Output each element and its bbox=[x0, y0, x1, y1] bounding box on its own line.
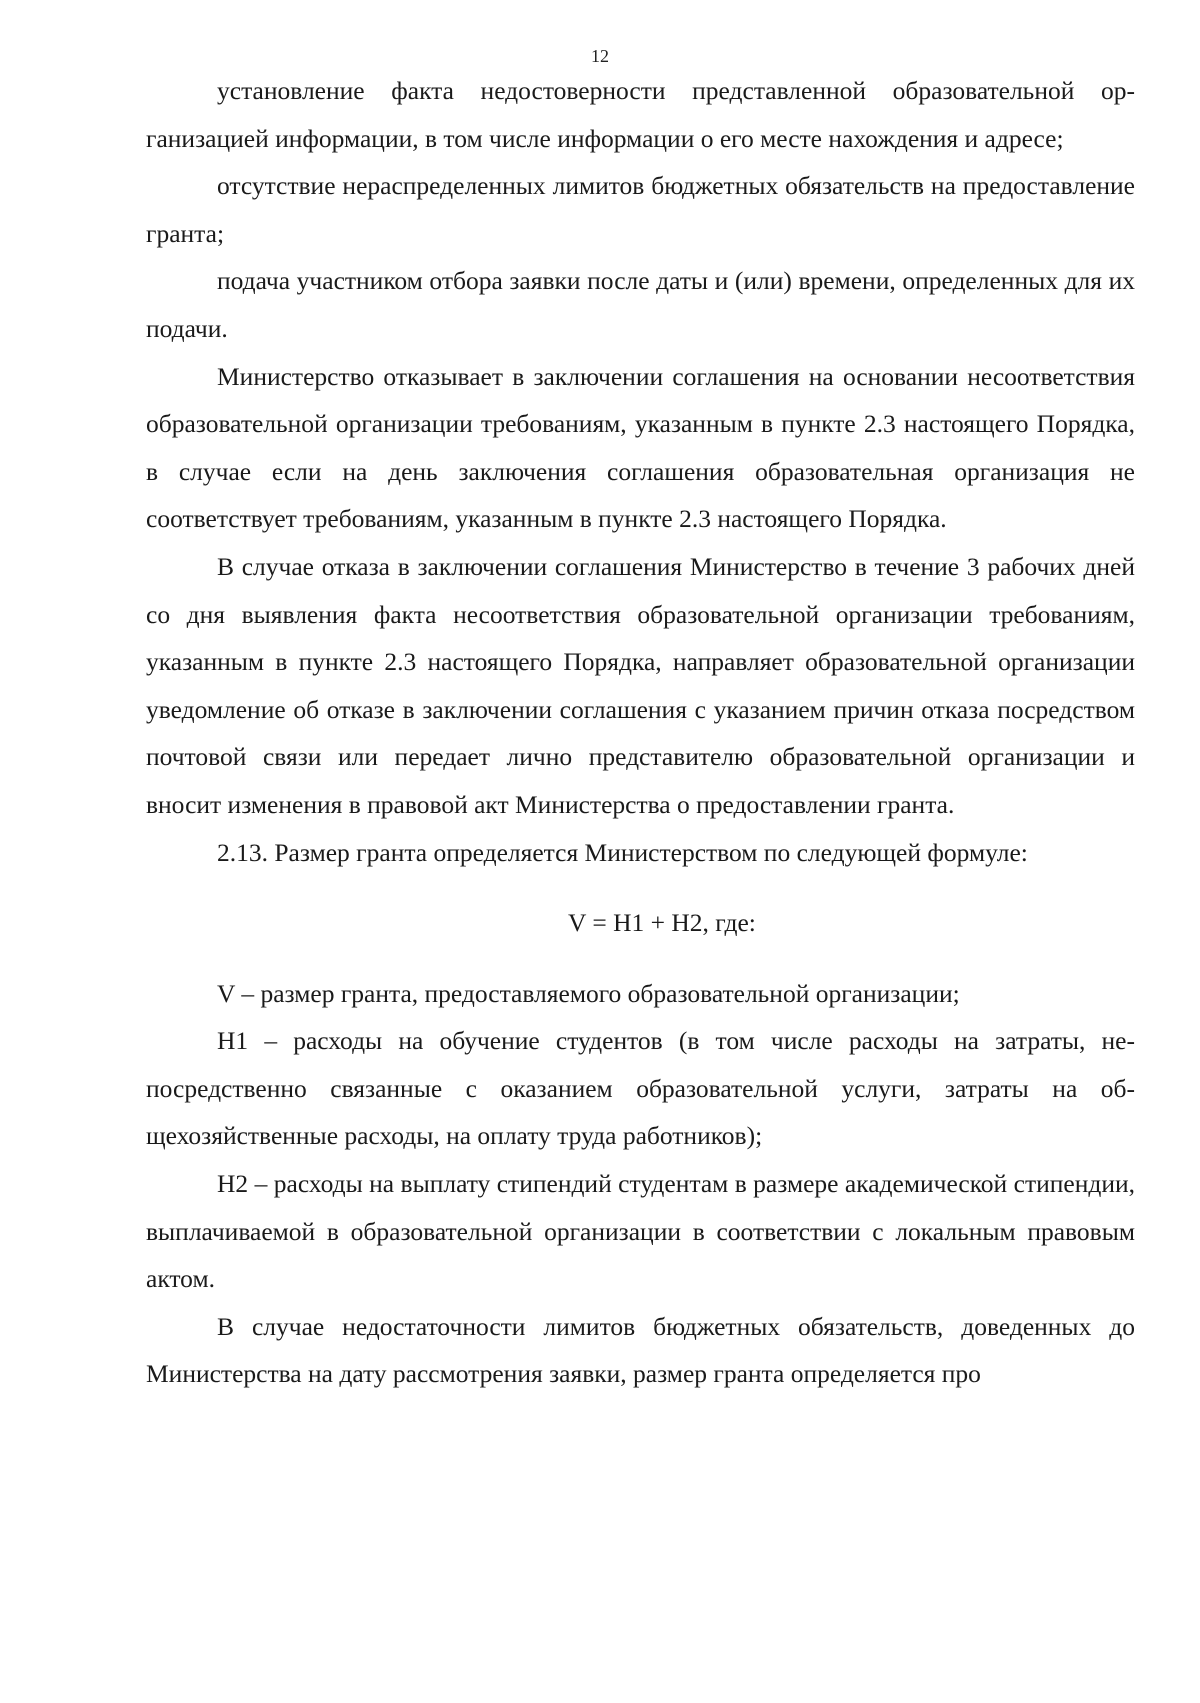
paragraph-grounds-no-limits: отсутствие нераспределенных лимитов бюджетных обязательств на предоставление гранта; bbox=[146, 171, 1135, 248]
paragraph-refusal-procedure: В случае отказа в заключении соглашения Министерство в течение 3 рабочих дней со дня выявления факта несоответствия образовательной организации требованиям, указанным в пункте 2.3 настоящего Порядка, направляет образовательной организации уведомление об отказе в заключении соглашения с указанием причин отказа посредством почтовой связи или передает лично представителю образовательной организации и вносит изменения в правовой акт Министерства о предоставлении гранта. bbox=[146, 551, 1135, 819]
paragraph-insufficient-limits: В случае недостаточности лимитов бюджетных обязательств, доведенных до Министерства на дату рассмотрения заявки, размер гранта определяется про bbox=[146, 1311, 1135, 1389]
paragraph-definition-h2: H2 – расходы на выплату стипендий студентам в размере академической стипендии, выплачиваемой в образовательной организации в соответствии с локальным правовым актом. bbox=[146, 1169, 1135, 1294]
paragraph-grounds-late-submission: подача участником отбора заявки после даты и (или) времени, определенных для их подачи. bbox=[146, 266, 1135, 343]
paragraph-grounds-inaccurate-info: установление факта недостоверности представленной образовательной организацией информации, в том числе информации о его месте нахождения и адресе; bbox=[146, 76, 1135, 153]
paragraph-refusal-basis: Министерство отказывает в заключении соглашения на основании несоответствия образовательной организации требованиям, указанным в пункте 2.3 настоящего Порядка, в случае если на день заключения соглашения образовательная организация не соответствует требованиям, указанным в пункте 2.3 настоящего Порядка. bbox=[146, 361, 1135, 534]
grant-formula: V = H1 + H2, где: bbox=[568, 908, 756, 938]
paragraph-definition-h1: H1 – расходы на обучение студентов (в том числе расходы на затраты, непосредственно связанные с оказанием образовательной услуги, затраты на общехозяйственные расходы, на оплату труда работников); bbox=[146, 1026, 1135, 1151]
page-number: 12 bbox=[591, 46, 609, 66]
paragraph-section-2-13: 2.13. Размер гранта определяется Министерством по следующей формуле: bbox=[217, 837, 1028, 867]
document-body bbox=[146, 67, 1135, 1398]
paragraph-definition-v: V – размер гранта, предоставляемого образовательной организации; bbox=[217, 978, 960, 1008]
